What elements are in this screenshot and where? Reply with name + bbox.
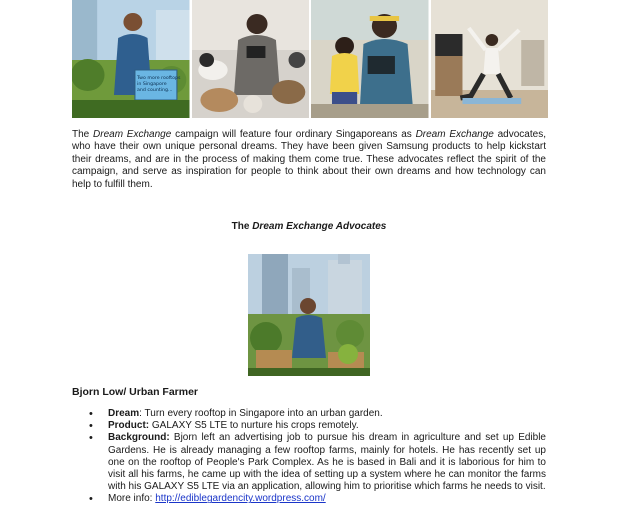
sign-line-3: and counting... — [137, 88, 173, 93]
intro-text-3: advocates, who have their own unique personal dreams. They have been given Samsung products to help kickstart their dreams, and are in the process of making them come true. These advocates reflect the spirit of the campaign, and serve as inspiration for people to think about their own dreams and how technology can help to fulfill them. — [72, 129, 546, 190]
product-label: Product: — [108, 420, 150, 432]
photo-strip — [72, 0, 548, 118]
more-info-label: More info: — [108, 493, 156, 505]
background-label: Background: — [108, 432, 170, 444]
dream-text: : Turn every rooftop in Singapore into an urban garden. — [139, 408, 383, 419]
section-heading-prefix: The — [231, 221, 253, 232]
mother-daughter-tablet-photo — [311, 0, 429, 118]
cats-photo — [192, 0, 310, 118]
dream-item — [72, 408, 546, 420]
dream-label: Dream — [108, 408, 140, 419]
sign-line-2: in Singapore — [137, 82, 167, 87]
intro-paragraph — [72, 129, 546, 191]
product-text: GALAXY S5 LTE to nurture his crops remotely. — [149, 420, 359, 432]
more-info-link[interactable]: http://ediblegardencity.wordpress.com/ — [155, 493, 326, 505]
person-name: Bjorn Low/ Urban Farmer — [72, 386, 199, 398]
product-item — [72, 420, 546, 432]
section-heading — [0, 221, 618, 232]
intro-campaign-name: Dream Exchange — [93, 129, 172, 140]
section-heading-italic: Dream Exchange Advocates — [252, 221, 387, 232]
bjorn-rooftop-garden-photo — [248, 254, 370, 376]
urban-farmer-photo — [72, 0, 190, 118]
yoga-tv-photo — [431, 0, 549, 118]
more-info-item — [72, 493, 546, 505]
intro-text-2: campaign will feature four ordinary Singaporeans as — [171, 129, 416, 140]
background-text: Bjorn left an advertising job to pursue his dream in agriculture and set up Edible Gardens. He is already managing a few rooftop farms, mainly for hotels. He has recently set up one on the rooftop of People's Park Complex. As he is based in Bali and it is laborious for him to visit all his farms, he came up with the idea of setting up a system where he can monitor the farms with his GALAXY S5 LTE via an application, allowing him to prioritise which farms he needs to visit. — [108, 432, 546, 493]
intro-advocates-name: Dream Exchange — [415, 129, 494, 140]
sign-line-1: Two more rooftops — [137, 76, 181, 81]
background-item — [72, 432, 546, 493]
intro-text-1: The — [72, 129, 94, 140]
advocate-details-list — [72, 408, 546, 506]
